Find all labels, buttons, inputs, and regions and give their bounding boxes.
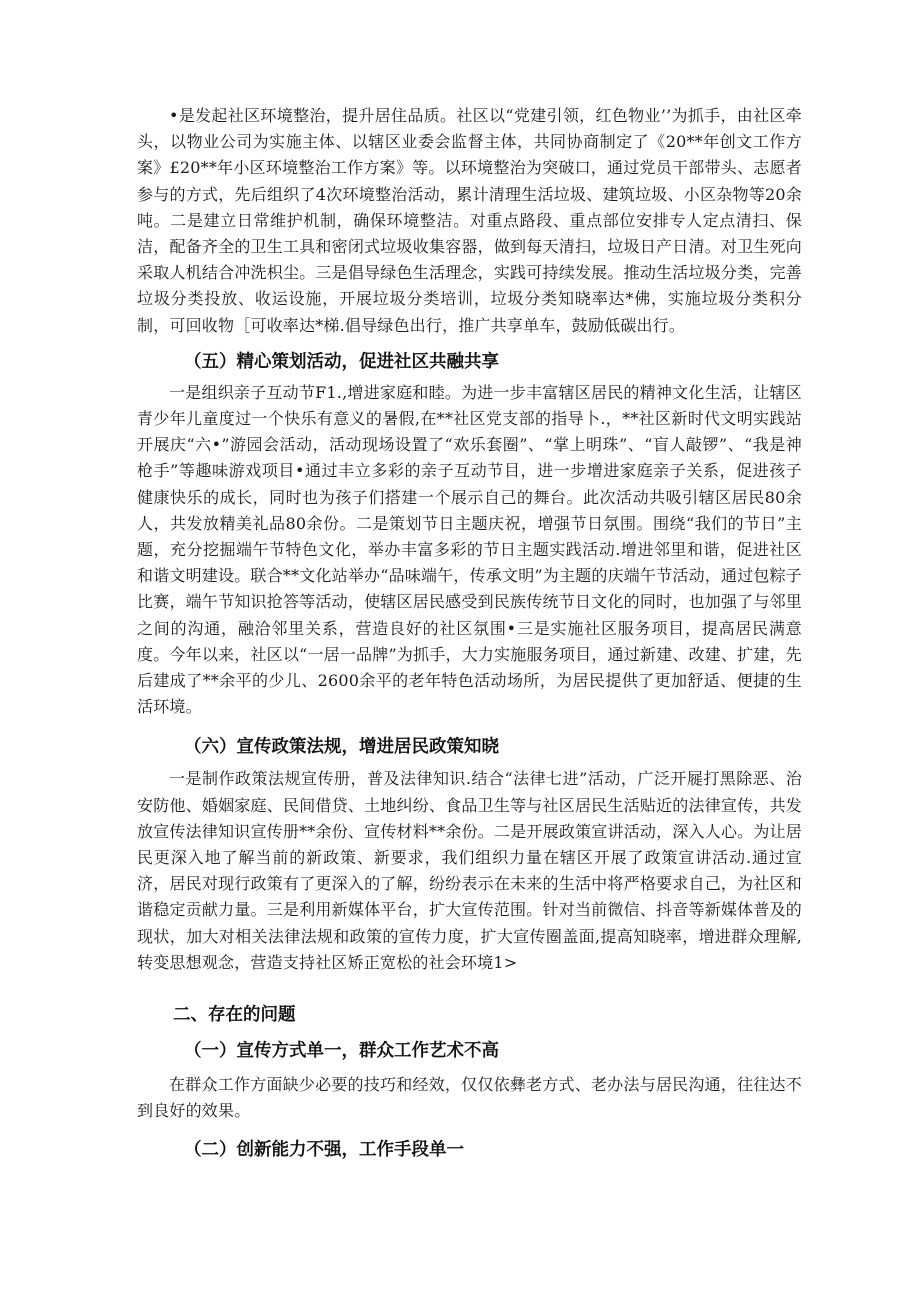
document-body	[137, 103, 802, 1163]
paragraph-policy: 一是制作政策法规宣传册，普及法律知识.结合“法律七进”活动，广泛开屣打黑除恶、治安防他、婚姻家庭、民间借贷、土地纠纷、食品卫生等与社区居民生活贴近的法律宣传，共发放宣传法律知识宣传册**余份、宣传材料**余份。二是开展政策宣讲活动，深入人心。为让居民更深入地了解当前的新政策、新要求，我们组织力量在辖区开展了政策宣讲活动.通过宣济，居民对现行政策有了更深入的了解，纷纷表示在未来的生活中将严格要求自己，为社区和谐稳定贡献力量。三是利用新媒体平台，扩大宣传范围。针对当前微信、抖音等新媒体普及的现状，加大对相关法律法规和政策的宣传力度，扩大宣传圈盖面,提高知晓率，增进群众理解,转变思想观念，营造支持社区矫正宽松的社会环境1>	[137, 769, 802, 972]
paragraph-activities: 一是组织亲子互动节F1.,增进家庭和睦。为进一步丰富辖区居民的精神文化生活，让辖区青少年儿童度过一个快乐有意义的暑假,在**社区党支部的指导卜.，**社区新时代文明实践站开展庆“六•”游园会活动，活动现场设置了“欢乐套圈”、“掌上明珠”、“盲人敲锣”、“我是神枪手”等趣味游戏项目•通过丰立多彩的亲子互动节目，进一步增进家庭亲子关系，促进孩子健康快乐的成长，同时也为孩子们搭建一个展示自己的舞台。此次活动共吸引辖区居民80余人，共发放精美礼品80余份。二是策划节日主题庆祝，增强节日氛围。围绕“我们的节日”主题，充分挖掘端午节特色文化，举办丰富多彩的节日主题实践活动.增进邻里和谐，促进社区和谐文明建设。联合**文化站举办“品味端午，传承文明”为主题的庆端午节活动，通过包粽子比赛，端午节知识抢答等活动，使辖区居民感受到民族传统节日文化的同时，也加强了与邻里之间的沟通，融洽邻里关系，营造良好的社区氛围•三是实施社区服务项目，提高居民满意度。今年以来，社区以“一居一品牌”为抓手，大力实施服务项目，通过新建、改建、扩建，先后建成了**余平的少儿、2600余平的老年特色活动场所，为居民提供了更加舒适、便捷的生活环境。	[137, 382, 802, 717]
heading-section-six: （六）宣传政策法规，增进居民政策知晓	[184, 737, 499, 758]
heading-problem-two: （二）创新能力不强，工作手段单一	[184, 1139, 464, 1160]
paragraph-environment: •是发起社区环境整治，提升居住品质。社区以“党建引领，红色物业’’为抓手，由社区牵头，以物业公司为实施主体、以辖区业委会监督主体，共同协商制定了《20**年创文工作方案》£20**年小区环境整治工作方案》等。以环境整治为突破口，通过党员干部带头、志愿者参与的方式，先后组织了4次环境整治活动，累计清理生活垃圾、建筑垃圾、小区杂物等20余吨。二是建立日常维护机制，确保环境整洁。对重点路段、重点部位安排专人定点清扫、保洁，配备齐全的卫生工具和密闭式垃圾收集容器，做到每天清扫，垃圾日产日清。对卫生死向采取人机结合冲洗枳尘。三是倡导绿色生活理念，实践可持续发展。推动生活垃圾分类，完善垃圾分类投放、收运设施，开展垃圾分类培训，垃圾分类知晓率达*佛，实施垃圾分类积分制，可回收物［可收率达*梯.倡导绿色出行，推广共享单车，鼓励低碳出行。	[137, 106, 802, 335]
heading-section-five: （五）精心策划活动，促进社区共融共享	[184, 351, 499, 372]
heading-problem-one: （一）宣传方式单一，群众工作艺术不高	[184, 1041, 499, 1062]
paragraph-problem-one: 在群众工作方面缺少必要的技巧和经效，仅仅依彝老方式、老办法与居民沟通，往往达不到良好的效果。	[137, 1075, 802, 1121]
heading-existing-problems: 二、存在的问题	[173, 1005, 296, 1026]
